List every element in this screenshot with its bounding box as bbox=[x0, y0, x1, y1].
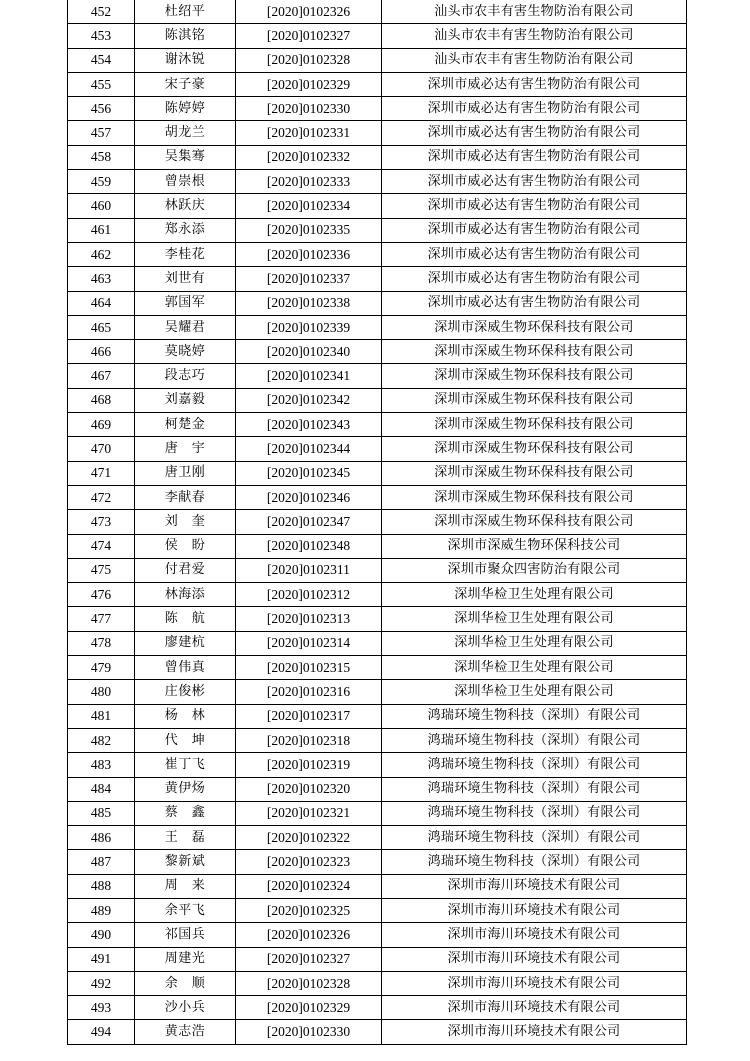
row-number: 469 bbox=[68, 413, 135, 437]
company-name: 鸿瑞环境生物科技（深圳）有限公司 bbox=[382, 753, 687, 777]
row-number: 457 bbox=[68, 121, 135, 145]
table-row bbox=[68, 753, 687, 777]
company-name: 深圳市深威生物环保科技公司 bbox=[382, 534, 687, 558]
table-row bbox=[68, 996, 687, 1020]
certificate-number: [2020]0102329 bbox=[236, 72, 382, 96]
person-name: 崔丁飞 bbox=[135, 753, 236, 777]
company-name: 深圳市威必达有害生物防治有限公司 bbox=[382, 291, 687, 315]
company-name: 深圳市威必达有害生物防治有限公司 bbox=[382, 145, 687, 169]
certificate-number: [2020]0102316 bbox=[236, 680, 382, 704]
certificate-number: [2020]0102335 bbox=[236, 218, 382, 242]
company-name: 深圳市海川环境技术有限公司 bbox=[382, 996, 687, 1020]
table-row bbox=[68, 388, 687, 412]
row-number: 466 bbox=[68, 340, 135, 364]
row-number: 452 bbox=[68, 0, 135, 24]
table-row bbox=[68, 680, 687, 704]
table-row bbox=[68, 704, 687, 728]
person-name: 蔡 鑫 bbox=[135, 801, 236, 825]
certificate-number: [2020]0102337 bbox=[236, 267, 382, 291]
row-number: 475 bbox=[68, 558, 135, 582]
certificate-number: [2020]0102329 bbox=[236, 996, 382, 1020]
certificate-number: [2020]0102311 bbox=[236, 558, 382, 582]
company-name: 深圳市海川环境技术有限公司 bbox=[382, 947, 687, 971]
table-row bbox=[68, 534, 687, 558]
company-name: 深圳市深威生物环保科技有限公司 bbox=[382, 485, 687, 509]
certificate-number: [2020]0102341 bbox=[236, 364, 382, 388]
company-name: 深圳市聚众四害防治有限公司 bbox=[382, 558, 687, 582]
person-name: 陈婷婷 bbox=[135, 97, 236, 121]
person-name: 唐卫刚 bbox=[135, 461, 236, 485]
table-row bbox=[68, 194, 687, 218]
person-name: 陈淇铭 bbox=[135, 24, 236, 48]
person-name: 侯 盼 bbox=[135, 534, 236, 558]
certificate-number: [2020]0102322 bbox=[236, 826, 382, 850]
company-name: 深圳市威必达有害生物防治有限公司 bbox=[382, 72, 687, 96]
certificate-number: [2020]0102323 bbox=[236, 850, 382, 874]
person-name: 宋子豪 bbox=[135, 72, 236, 96]
table-row bbox=[68, 558, 687, 582]
certificate-number: [2020]0102339 bbox=[236, 315, 382, 339]
person-name: 黄伊炀 bbox=[135, 777, 236, 801]
person-name: 刘 奎 bbox=[135, 510, 236, 534]
person-name: 郑永添 bbox=[135, 218, 236, 242]
row-number: 484 bbox=[68, 777, 135, 801]
company-name: 深圳市深威生物环保科技有限公司 bbox=[382, 437, 687, 461]
table-row bbox=[68, 510, 687, 534]
company-name: 深圳市海川环境技术有限公司 bbox=[382, 923, 687, 947]
row-number: 460 bbox=[68, 194, 135, 218]
row-number: 493 bbox=[68, 996, 135, 1020]
table-row bbox=[68, 364, 687, 388]
person-name: 李献春 bbox=[135, 485, 236, 509]
table-row bbox=[68, 0, 687, 24]
certificate-number: [2020]0102313 bbox=[236, 607, 382, 631]
person-name: 吴集骞 bbox=[135, 145, 236, 169]
company-name: 深圳市威必达有害生物防治有限公司 bbox=[382, 121, 687, 145]
person-name: 祁国兵 bbox=[135, 923, 236, 947]
company-name: 深圳市威必达有害生物防治有限公司 bbox=[382, 267, 687, 291]
row-number: 458 bbox=[68, 145, 135, 169]
certificate-number: [2020]0102326 bbox=[236, 923, 382, 947]
company-name: 深圳市深威生物环保科技有限公司 bbox=[382, 388, 687, 412]
company-name: 深圳市威必达有害生物防治有限公司 bbox=[382, 97, 687, 121]
company-name: 鸿瑞环境生物科技（深圳）有限公司 bbox=[382, 826, 687, 850]
row-number: 461 bbox=[68, 218, 135, 242]
certificate-number: [2020]0102326 bbox=[236, 0, 382, 24]
row-number: 463 bbox=[68, 267, 135, 291]
table-row bbox=[68, 607, 687, 631]
certificate-number: [2020]0102327 bbox=[236, 947, 382, 971]
table-row bbox=[68, 48, 687, 72]
table-row bbox=[68, 826, 687, 850]
certificate-number: [2020]0102312 bbox=[236, 583, 382, 607]
table-row bbox=[68, 97, 687, 121]
certificate-number: [2020]0102342 bbox=[236, 388, 382, 412]
table-row bbox=[68, 170, 687, 194]
certificate-number: [2020]0102333 bbox=[236, 170, 382, 194]
certificate-number: [2020]0102331 bbox=[236, 121, 382, 145]
person-name: 陈 航 bbox=[135, 607, 236, 631]
person-name: 莫晓婷 bbox=[135, 340, 236, 364]
table-row bbox=[68, 413, 687, 437]
person-name: 代 坤 bbox=[135, 728, 236, 752]
row-number: 468 bbox=[68, 388, 135, 412]
certificate-number: [2020]0102340 bbox=[236, 340, 382, 364]
row-number: 487 bbox=[68, 850, 135, 874]
row-number: 464 bbox=[68, 291, 135, 315]
company-name: 鸿瑞环境生物科技（深圳）有限公司 bbox=[382, 850, 687, 874]
table-row bbox=[68, 728, 687, 752]
company-name: 汕头市农丰有害生物防治有限公司 bbox=[382, 48, 687, 72]
company-name: 深圳市海川环境技术有限公司 bbox=[382, 1020, 687, 1044]
company-name: 深圳市海川环境技术有限公司 bbox=[382, 874, 687, 898]
person-name: 李桂花 bbox=[135, 242, 236, 266]
certificate-number: [2020]0102321 bbox=[236, 801, 382, 825]
person-name: 余平飞 bbox=[135, 898, 236, 922]
person-name: 林跃庆 bbox=[135, 194, 236, 218]
person-name: 余 顺 bbox=[135, 971, 236, 995]
person-name: 付君爱 bbox=[135, 558, 236, 582]
row-number: 471 bbox=[68, 461, 135, 485]
table-row bbox=[68, 1020, 687, 1044]
table-row bbox=[68, 218, 687, 242]
person-name: 胡龙兰 bbox=[135, 121, 236, 145]
certificate-number: [2020]0102317 bbox=[236, 704, 382, 728]
person-name: 唐 宇 bbox=[135, 437, 236, 461]
person-name: 黄志浩 bbox=[135, 1020, 236, 1044]
company-name: 鸿瑞环境生物科技（深圳）有限公司 bbox=[382, 777, 687, 801]
certificate-number: [2020]0102319 bbox=[236, 753, 382, 777]
table-row bbox=[68, 656, 687, 680]
company-name: 深圳市威必达有害生物防治有限公司 bbox=[382, 242, 687, 266]
certificate-number: [2020]0102327 bbox=[236, 24, 382, 48]
row-number: 454 bbox=[68, 48, 135, 72]
company-name: 深圳市威必达有害生物防治有限公司 bbox=[382, 170, 687, 194]
certificate-number: [2020]0102314 bbox=[236, 631, 382, 655]
company-name: 鸿瑞环境生物科技（深圳）有限公司 bbox=[382, 801, 687, 825]
person-name: 刘嘉毅 bbox=[135, 388, 236, 412]
person-name: 廖建杭 bbox=[135, 631, 236, 655]
person-name: 杨 林 bbox=[135, 704, 236, 728]
company-name: 深圳市深威生物环保科技有限公司 bbox=[382, 413, 687, 437]
table-row bbox=[68, 874, 687, 898]
row-number: 482 bbox=[68, 728, 135, 752]
company-name: 深圳市威必达有害生物防治有限公司 bbox=[382, 218, 687, 242]
row-number: 476 bbox=[68, 583, 135, 607]
company-name: 鸿瑞环境生物科技（深圳）有限公司 bbox=[382, 728, 687, 752]
person-name: 周 来 bbox=[135, 874, 236, 898]
table-row bbox=[68, 583, 687, 607]
person-name: 曾伟真 bbox=[135, 656, 236, 680]
row-number: 483 bbox=[68, 753, 135, 777]
row-number: 477 bbox=[68, 607, 135, 631]
person-name: 沙小兵 bbox=[135, 996, 236, 1020]
person-name: 庄俊彬 bbox=[135, 680, 236, 704]
table-row bbox=[68, 801, 687, 825]
certificate-number: [2020]0102348 bbox=[236, 534, 382, 558]
person-name: 柯楚金 bbox=[135, 413, 236, 437]
table-body bbox=[68, 0, 687, 1044]
certificate-number: [2020]0102318 bbox=[236, 728, 382, 752]
company-name: 深圳市深威生物环保科技有限公司 bbox=[382, 340, 687, 364]
person-name: 吴耀君 bbox=[135, 315, 236, 339]
table-row bbox=[68, 485, 687, 509]
certificate-number: [2020]0102343 bbox=[236, 413, 382, 437]
certificate-table bbox=[67, 0, 687, 1045]
row-number: 465 bbox=[68, 315, 135, 339]
person-name: 谢沐锐 bbox=[135, 48, 236, 72]
table-row bbox=[68, 72, 687, 96]
row-number: 474 bbox=[68, 534, 135, 558]
row-number: 456 bbox=[68, 97, 135, 121]
table-row bbox=[68, 898, 687, 922]
row-number: 473 bbox=[68, 510, 135, 534]
company-name: 深圳华检卫生处理有限公司 bbox=[382, 631, 687, 655]
company-name: 深圳市深威生物环保科技有限公司 bbox=[382, 461, 687, 485]
company-name: 深圳华检卫生处理有限公司 bbox=[382, 607, 687, 631]
table-row bbox=[68, 461, 687, 485]
company-name: 深圳市海川环境技术有限公司 bbox=[382, 898, 687, 922]
row-number: 480 bbox=[68, 680, 135, 704]
table-row bbox=[68, 242, 687, 266]
company-name: 深圳华检卫生处理有限公司 bbox=[382, 583, 687, 607]
row-number: 472 bbox=[68, 485, 135, 509]
row-number: 459 bbox=[68, 170, 135, 194]
table-row bbox=[68, 121, 687, 145]
table-row bbox=[68, 315, 687, 339]
company-name: 鸿瑞环境生物科技（深圳）有限公司 bbox=[382, 704, 687, 728]
person-name: 林海添 bbox=[135, 583, 236, 607]
person-name: 杜绍平 bbox=[135, 0, 236, 24]
row-number: 494 bbox=[68, 1020, 135, 1044]
certificate-number: [2020]0102345 bbox=[236, 461, 382, 485]
row-number: 490 bbox=[68, 923, 135, 947]
certificate-number: [2020]0102320 bbox=[236, 777, 382, 801]
row-number: 479 bbox=[68, 656, 135, 680]
certificate-number: [2020]0102328 bbox=[236, 48, 382, 72]
certificate-number: [2020]0102330 bbox=[236, 1020, 382, 1044]
table-row bbox=[68, 947, 687, 971]
certificate-number: [2020]0102328 bbox=[236, 971, 382, 995]
table-row bbox=[68, 923, 687, 947]
table-row bbox=[68, 267, 687, 291]
company-name: 深圳华检卫生处理有限公司 bbox=[382, 680, 687, 704]
row-number: 455 bbox=[68, 72, 135, 96]
row-number: 486 bbox=[68, 826, 135, 850]
person-name: 刘世有 bbox=[135, 267, 236, 291]
certificate-number: [2020]0102334 bbox=[236, 194, 382, 218]
person-name: 王 磊 bbox=[135, 826, 236, 850]
company-name: 深圳华检卫生处理有限公司 bbox=[382, 656, 687, 680]
table-row bbox=[68, 971, 687, 995]
company-name: 汕头市农丰有害生物防治有限公司 bbox=[382, 24, 687, 48]
person-name: 周建光 bbox=[135, 947, 236, 971]
table-row bbox=[68, 24, 687, 48]
company-name: 深圳市深威生物环保科技有限公司 bbox=[382, 315, 687, 339]
table-row bbox=[68, 777, 687, 801]
certificate-number: [2020]0102324 bbox=[236, 874, 382, 898]
company-name: 深圳市威必达有害生物防治有限公司 bbox=[382, 194, 687, 218]
company-name: 深圳市深威生物环保科技有限公司 bbox=[382, 510, 687, 534]
company-name: 深圳市海川环境技术有限公司 bbox=[382, 971, 687, 995]
row-number: 462 bbox=[68, 242, 135, 266]
certificate-number: [2020]0102325 bbox=[236, 898, 382, 922]
certificate-number: [2020]0102332 bbox=[236, 145, 382, 169]
row-number: 485 bbox=[68, 801, 135, 825]
table-row bbox=[68, 145, 687, 169]
table-row bbox=[68, 437, 687, 461]
certificate-number: [2020]0102315 bbox=[236, 656, 382, 680]
row-number: 470 bbox=[68, 437, 135, 461]
person-name: 郭国军 bbox=[135, 291, 236, 315]
company-name: 深圳市深威生物环保科技有限公司 bbox=[382, 364, 687, 388]
certificate-number: [2020]0102346 bbox=[236, 485, 382, 509]
certificate-number: [2020]0102330 bbox=[236, 97, 382, 121]
row-number: 481 bbox=[68, 704, 135, 728]
person-name: 黎新斌 bbox=[135, 850, 236, 874]
row-number: 492 bbox=[68, 971, 135, 995]
row-number: 467 bbox=[68, 364, 135, 388]
row-number: 453 bbox=[68, 24, 135, 48]
row-number: 488 bbox=[68, 874, 135, 898]
certificate-number: [2020]0102347 bbox=[236, 510, 382, 534]
row-number: 489 bbox=[68, 898, 135, 922]
table-row bbox=[68, 340, 687, 364]
row-number: 478 bbox=[68, 631, 135, 655]
table-row bbox=[68, 850, 687, 874]
row-number: 491 bbox=[68, 947, 135, 971]
table-row bbox=[68, 631, 687, 655]
company-name: 汕头市农丰有害生物防治有限公司 bbox=[382, 0, 687, 24]
certificate-number: [2020]0102338 bbox=[236, 291, 382, 315]
table-row bbox=[68, 291, 687, 315]
person-name: 曾崇根 bbox=[135, 170, 236, 194]
certificate-number: [2020]0102336 bbox=[236, 242, 382, 266]
certificate-number: [2020]0102344 bbox=[236, 437, 382, 461]
person-name: 段志巧 bbox=[135, 364, 236, 388]
